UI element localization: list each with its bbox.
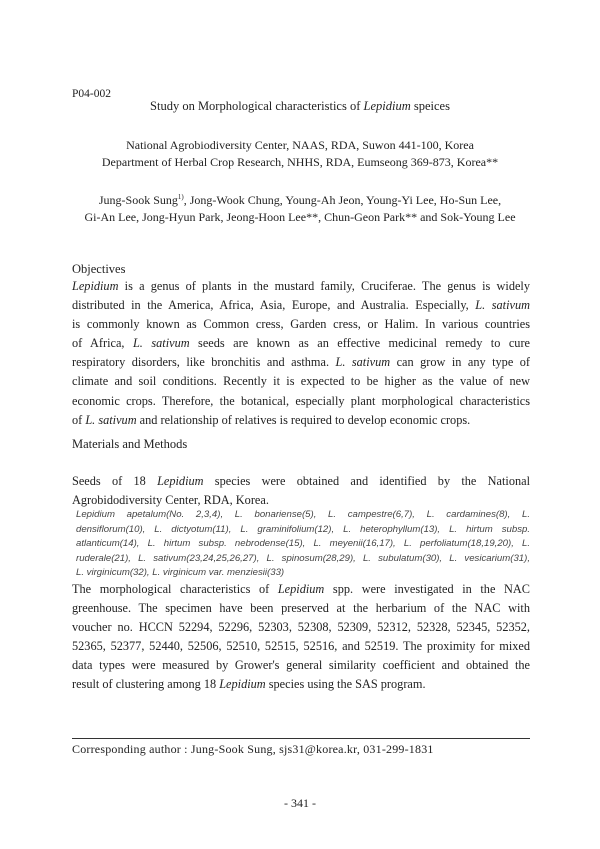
author-name: Jung-Sook Sung (98, 193, 178, 207)
text-line: Lepidium is a genus of plants in the mustard family, Cruciferae. The genus is widely (72, 279, 530, 293)
affiliation-1: National Agrobiodiversity Center, NAAS, RDA, Suwon 441-100, Korea (126, 138, 474, 152)
text-line: result of clustering among 18 Lepidium species using the SAS program. (72, 677, 426, 692)
text-line: of L. sativum and relationship of relatives is required to develop economic crops. (72, 412, 471, 427)
text-line: distributed in the America, Africa, Asia, Europe, and Australia. Especially, L. sativum (72, 298, 530, 313)
page-number: - 341 - (284, 796, 316, 810)
text-line: The morphological characteristics of Lepidium spp. were investigated in the NAC (72, 582, 530, 596)
affiliation-2: Department of Herbal Crop Research, NHHS, RDA, Eumseong 369-873, Korea** (101, 155, 499, 169)
abstract-code: P04-002 (72, 88, 111, 100)
species-line: densiflorum(10), L. dictyotum(11), L. graminifolium(12), L. heterophyllum(13), L. hirtum subsp. (76, 523, 530, 535)
species-line: Lepidium apetalum(No. 2,3,4), L. bonariense(5), L. campestre(6,7), L. cardamines(8), L. (76, 509, 530, 520)
text-line: Agrobidodiversity Center, RDA, Korea. (72, 493, 269, 508)
species-line: ruderale(21), L. sativum(23,24,25,26,27), L. spinosum(28,29), L. subulatum(30), L. vesicarium(31), (76, 552, 530, 564)
title-italic: Lepidium (363, 99, 411, 113)
objectives-paragraph (72, 277, 530, 430)
methods-heading: Materials and Methods (72, 437, 188, 451)
text-line: data types were measured by Grower's general similarity coefficient and obtained the (72, 658, 530, 673)
paper-title (0, 99, 600, 114)
corresponding-author: Corresponding author : Jung-Sook Sung, sjs31@korea.kr, 031-299-1831 (72, 742, 434, 756)
text-line: climate and soil conditions. Recently it is expected to be higher as the value of new (72, 374, 530, 389)
text-line: respiratory disorders, like bronchitis and asthma. L. sativum can grow in any type of (72, 355, 530, 370)
text-line: is commonly known as Common cress, Garden cress, or Halim. In various countries (72, 317, 530, 332)
text-line: Seeds of 18 Lepidium species were obtained and identified by the National (72, 474, 530, 488)
title-text-post: speices (410, 99, 450, 113)
objectives-heading: Objectives (72, 262, 126, 276)
author-footnote-mark: 1) (177, 193, 184, 201)
authors-line-2: Gi-An Lee, Jong-Hyun Park, Jeong-Hoon Lee**, Chun-Geon Park** and Sok-Young Lee (84, 210, 516, 224)
methods-intro (72, 472, 530, 510)
species-line: L. virginicum(32), L. virginicum var. menziesii(33) (76, 567, 285, 578)
text-line: 52365, 52377, 52440, 52506, 52510, 52515, 52516, and 52519. The proximity for mixed (72, 639, 530, 654)
footnote-divider (72, 738, 530, 739)
species-list (76, 508, 530, 581)
species-line: atlanticum(14), L. hirtum subsp. nebrodense(15), L. meyenii(16,17), L. perfoliatum(18,19,20), L. (76, 538, 530, 549)
text-line: voucher no. HCCN 52294, 52296, 52303, 52308, 52309, 52312, 52328, 52345, 52352, (72, 620, 530, 635)
text-line: economic crops. Therefore, the botanical, especially plant morphological characteristics (72, 393, 530, 408)
authors-rest: , Jong-Wook Chung, Young-Ah Jeon, Young-Yi Lee, Ho-Sun Lee, (183, 193, 502, 207)
title-text-pre: Study on Morphological characteristics of (150, 99, 364, 113)
text-line: of Africa, L. sativum seeds are known as an effective medicinal remedy to cure (72, 336, 530, 351)
methods-paragraph (72, 580, 530, 695)
text-line: greenhouse. The specimen have been preserved at the herbarium of the NAC with (72, 601, 530, 616)
